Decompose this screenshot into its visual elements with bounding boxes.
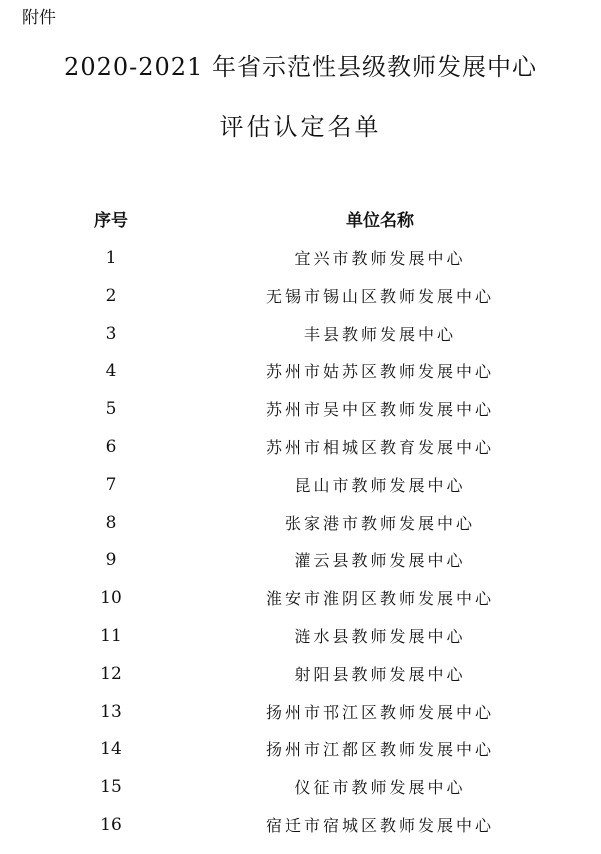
row-unit-name: 仪征市教师发展中心: [294, 778, 466, 798]
row-number: 13: [100, 701, 122, 722]
row-number: 8: [105, 512, 117, 533]
row-number: 3: [105, 323, 117, 344]
table-row: [0, 353, 601, 391]
row-unit-name: 涟水县教师发展中心: [294, 626, 466, 646]
document-title-line-2: 评估认定名单: [219, 113, 382, 141]
table-row: [0, 694, 601, 732]
row-number: 11: [100, 625, 122, 646]
row-unit-name: 灌云县教师发展中心: [294, 551, 466, 571]
header-unit-name: 单位名称: [346, 211, 414, 231]
table-row: [0, 505, 601, 543]
row-number: 12: [100, 663, 122, 684]
row-number: 4: [105, 361, 117, 382]
table-row: [0, 391, 601, 429]
attachment-label: 附件: [22, 8, 56, 28]
table-row: [0, 807, 601, 845]
row-number: 15: [100, 777, 122, 798]
row-number: 9: [105, 550, 117, 571]
table-row: [0, 542, 601, 580]
row-number: 2: [105, 285, 117, 306]
table-row: [0, 769, 601, 807]
table-row: [0, 580, 601, 618]
row-number: 1: [105, 248, 117, 268]
row-unit-name: 扬州市江都区教师发展中心: [265, 740, 494, 760]
table-row: [0, 467, 601, 505]
row-unit-name: 宜兴市教师发展中心: [294, 249, 466, 268]
row-number: 5: [105, 399, 117, 420]
row-unit-name: 丰县教师发展中心: [303, 324, 456, 344]
table-row: [0, 731, 601, 769]
row-unit-name: 苏州市吴中区教师发展中心: [265, 400, 494, 420]
table-row: [0, 656, 601, 694]
row-number: 14: [100, 739, 122, 760]
table-row: [0, 316, 601, 354]
row-unit-name: 扬州市邗江区教师发展中心: [265, 702, 494, 722]
row-number: 7: [105, 474, 117, 495]
row-number: 6: [105, 436, 117, 457]
table-body: [0, 240, 601, 845]
row-unit-name: 无锡市锡山区教师发展中心: [265, 286, 494, 306]
row-number: 16: [100, 814, 122, 835]
table-row: [0, 278, 601, 316]
header-number: 序号: [94, 211, 128, 231]
table-row: [0, 618, 601, 656]
row-unit-name: 苏州市相城区教育发展中心: [265, 437, 494, 457]
row-number: 10: [100, 588, 122, 609]
row-unit-name: 昆山市教师发展中心: [294, 475, 466, 495]
row-unit-name: 淮安市淮阴区教师发展中心: [265, 589, 494, 609]
row-unit-name: 宿迁市宿城区教师发展中心: [265, 815, 494, 835]
table-header: [0, 206, 601, 236]
row-unit-name: 张家港市教师发展中心: [284, 513, 475, 533]
table-row: [0, 240, 601, 278]
table-row: [0, 429, 601, 467]
row-unit-name: 苏州市姑苏区教师发展中心: [265, 362, 494, 382]
row-unit-name: 射阳县教师发展中心: [294, 664, 466, 684]
document-title-line-1: 2020-2021 年省示范性县级教师发展中心: [64, 53, 537, 81]
